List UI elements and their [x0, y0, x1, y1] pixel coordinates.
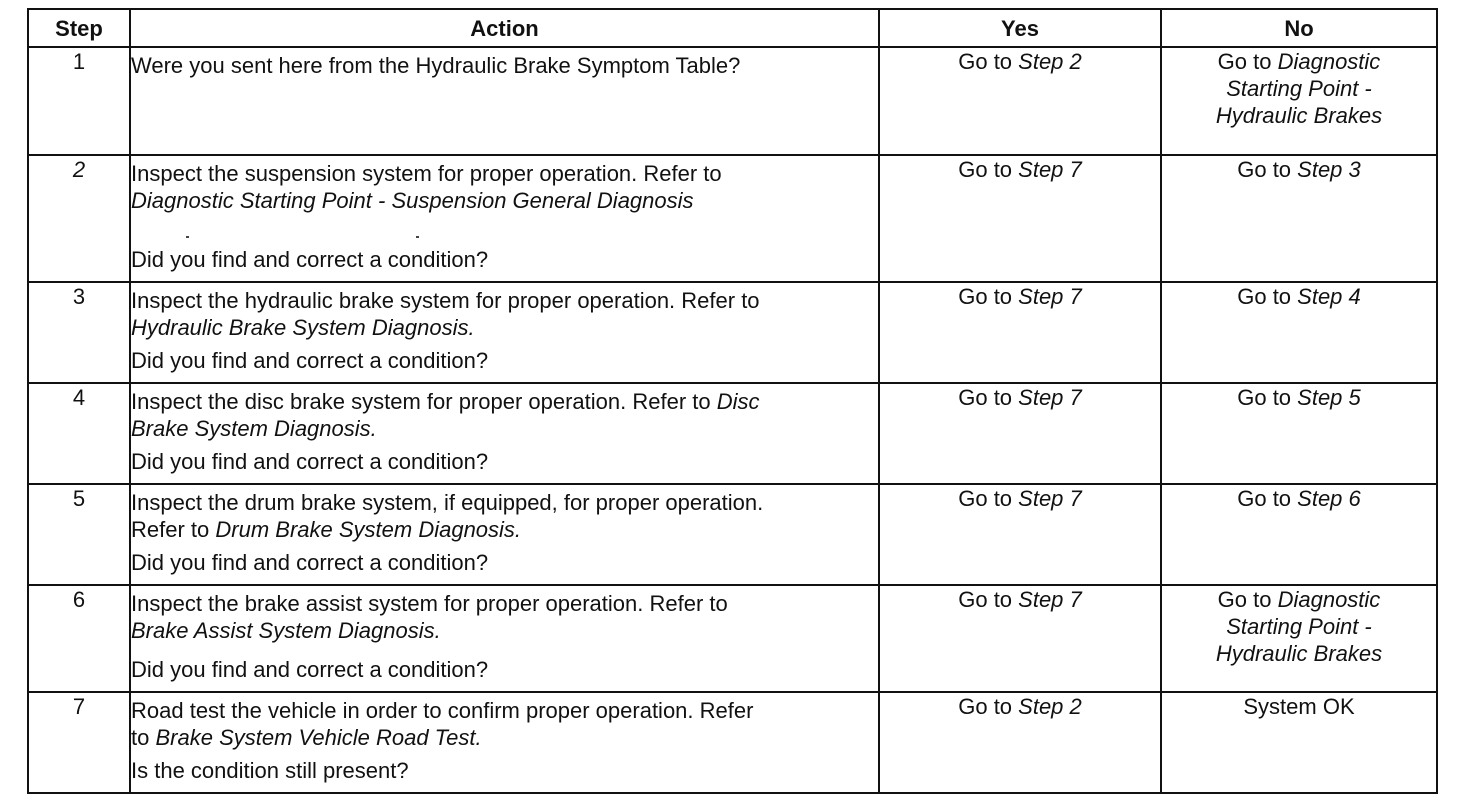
yes-prefix: Go to — [958, 385, 1019, 410]
action-question: Did you find and correct a condition? — [131, 449, 489, 474]
step-number: 6 — [28, 585, 130, 692]
header-no: No — [1161, 9, 1437, 47]
header-yes: Yes — [879, 9, 1161, 47]
yes-cell — [879, 585, 1161, 692]
no-cell — [1161, 692, 1437, 793]
yes-step-link[interactable]: Step 7 — [1018, 157, 1082, 182]
action-cell — [130, 47, 879, 155]
action-cell — [130, 155, 879, 282]
no-cell — [1161, 585, 1437, 692]
no-link-line3[interactable]: Hydraulic Brakes — [1215, 641, 1383, 666]
reference-link-b[interactable]: Brake System Diagnosis. — [131, 416, 377, 441]
action-instruction — [131, 388, 878, 442]
instruction-text: Inspect the disc brake system for proper operation. Refer to — [131, 389, 711, 414]
no-cell — [1161, 383, 1437, 484]
yes-prefix: Go to — [958, 284, 1019, 309]
step-number: 1 — [28, 47, 130, 155]
yes-cell — [879, 383, 1161, 484]
instruction-text: Inspect the brake assist system for proper operation. Refer to — [131, 591, 728, 616]
step-number: 2 — [28, 155, 130, 282]
table-row — [28, 155, 1437, 282]
instruction-text: Road test the vehicle in order to confirm proper operation. Refer — [131, 698, 754, 723]
action-question: Is the condition still present? — [131, 758, 409, 783]
no-cell — [1161, 484, 1437, 585]
no-step-link[interactable]: Step 5 — [1297, 385, 1361, 410]
yes-cell — [879, 155, 1161, 282]
yes-step-link[interactable]: Step 7 — [1018, 385, 1082, 410]
yes-step-link[interactable]: Step 2 — [1018, 49, 1082, 74]
step-number: 7 — [28, 692, 130, 793]
step-number: 5 — [28, 484, 130, 585]
no-cell — [1161, 155, 1437, 282]
header-step: Step — [28, 9, 130, 47]
instruction-text: Inspect the hydraulic brake system for proper operation. Refer to — [131, 288, 760, 313]
header-row — [28, 9, 1437, 47]
action-cell — [130, 282, 879, 383]
action-question: Did you find and correct a condition? — [131, 550, 489, 575]
yes-prefix: Go to — [958, 157, 1019, 182]
action-question: Did you find and correct a condition? — [131, 247, 489, 272]
yes-cell — [879, 282, 1161, 383]
table-row — [28, 585, 1437, 692]
action-instruction — [131, 160, 878, 214]
action-instruction — [131, 489, 878, 543]
reference-link-a[interactable]: Disc — [716, 389, 760, 414]
no-step-link[interactable]: Step 3 — [1297, 157, 1361, 182]
no-cell — [1161, 282, 1437, 383]
no-prefix: Go to — [1237, 486, 1298, 511]
action-cell — [130, 484, 879, 585]
no-prefix: Go to — [1217, 49, 1278, 74]
diagnostic-table — [27, 8, 1438, 794]
yes-prefix: Go to — [958, 694, 1019, 719]
yes-step-link[interactable]: Step 7 — [1018, 486, 1082, 511]
action-instruction — [131, 697, 878, 751]
yes-prefix: Go to — [958, 587, 1019, 612]
header-action: Action — [130, 9, 879, 47]
no-step-link[interactable]: Step 4 — [1297, 284, 1361, 309]
no-link-line2[interactable]: Starting Point - — [1226, 614, 1372, 639]
no-link-line1[interactable]: Diagnostic — [1277, 587, 1381, 612]
action-cell — [130, 692, 879, 793]
scan-specks — [186, 236, 436, 238]
no-link-line1[interactable]: Diagnostic — [1277, 49, 1381, 74]
yes-cell — [879, 484, 1161, 585]
yes-step-link[interactable]: Step 7 — [1018, 587, 1082, 612]
yes-prefix: Go to — [958, 49, 1019, 74]
reference-link[interactable]: Diagnostic Starting Point - Suspension General Diagnosis — [131, 188, 694, 213]
yes-prefix: Go to — [958, 486, 1019, 511]
instruction-text: Inspect the suspension system for proper operation. Refer to — [131, 161, 722, 186]
no-cell — [1161, 47, 1437, 155]
yes-step-link[interactable]: Step 2 — [1018, 694, 1082, 719]
no-prefix: Go to — [1237, 157, 1298, 182]
no-step-link[interactable]: Step 6 — [1297, 486, 1361, 511]
yes-cell — [879, 47, 1161, 155]
reference-link[interactable]: Brake Assist System Diagnosis. — [131, 618, 441, 643]
no-link-line3[interactable]: Hydraulic Brakes — [1215, 103, 1383, 128]
reference-link[interactable]: Drum Brake System Diagnosis. — [215, 517, 522, 542]
yes-step-link[interactable]: Step 7 — [1018, 284, 1082, 309]
action-instruction — [131, 287, 878, 341]
no-prefix: Go to — [1237, 284, 1298, 309]
table-row — [28, 692, 1437, 793]
action-question: Did you find and correct a condition? — [131, 348, 489, 373]
action-cell — [130, 585, 879, 692]
table-row — [28, 383, 1437, 484]
no-prefix: Go to — [1217, 587, 1278, 612]
step-number: 4 — [28, 383, 130, 484]
reference-link[interactable]: Brake System Vehicle Road Test. — [155, 725, 482, 750]
table-row — [28, 47, 1437, 155]
instruction-text-b: Refer to — [131, 517, 210, 542]
no-prefix: Go to — [1237, 385, 1298, 410]
reference-link[interactable]: Hydraulic Brake System Diagnosis. — [131, 315, 475, 340]
instruction-text-b: to — [131, 725, 150, 750]
instruction-text: Inspect the drum brake system, if equipped, for proper operation. — [131, 490, 764, 515]
yes-cell — [879, 692, 1161, 793]
no-result-text: System OK — [1243, 694, 1355, 719]
action-question: Did you find and correct a condition? — [131, 657, 489, 682]
action-instruction — [131, 590, 878, 644]
action-cell — [130, 383, 879, 484]
table-row — [28, 484, 1437, 585]
table-row — [28, 282, 1437, 383]
no-link-line2[interactable]: Starting Point - — [1226, 76, 1372, 101]
step-number: 3 — [28, 282, 130, 383]
action-question: Were you sent here from the Hydraulic Brake Symptom Table? — [131, 53, 741, 78]
